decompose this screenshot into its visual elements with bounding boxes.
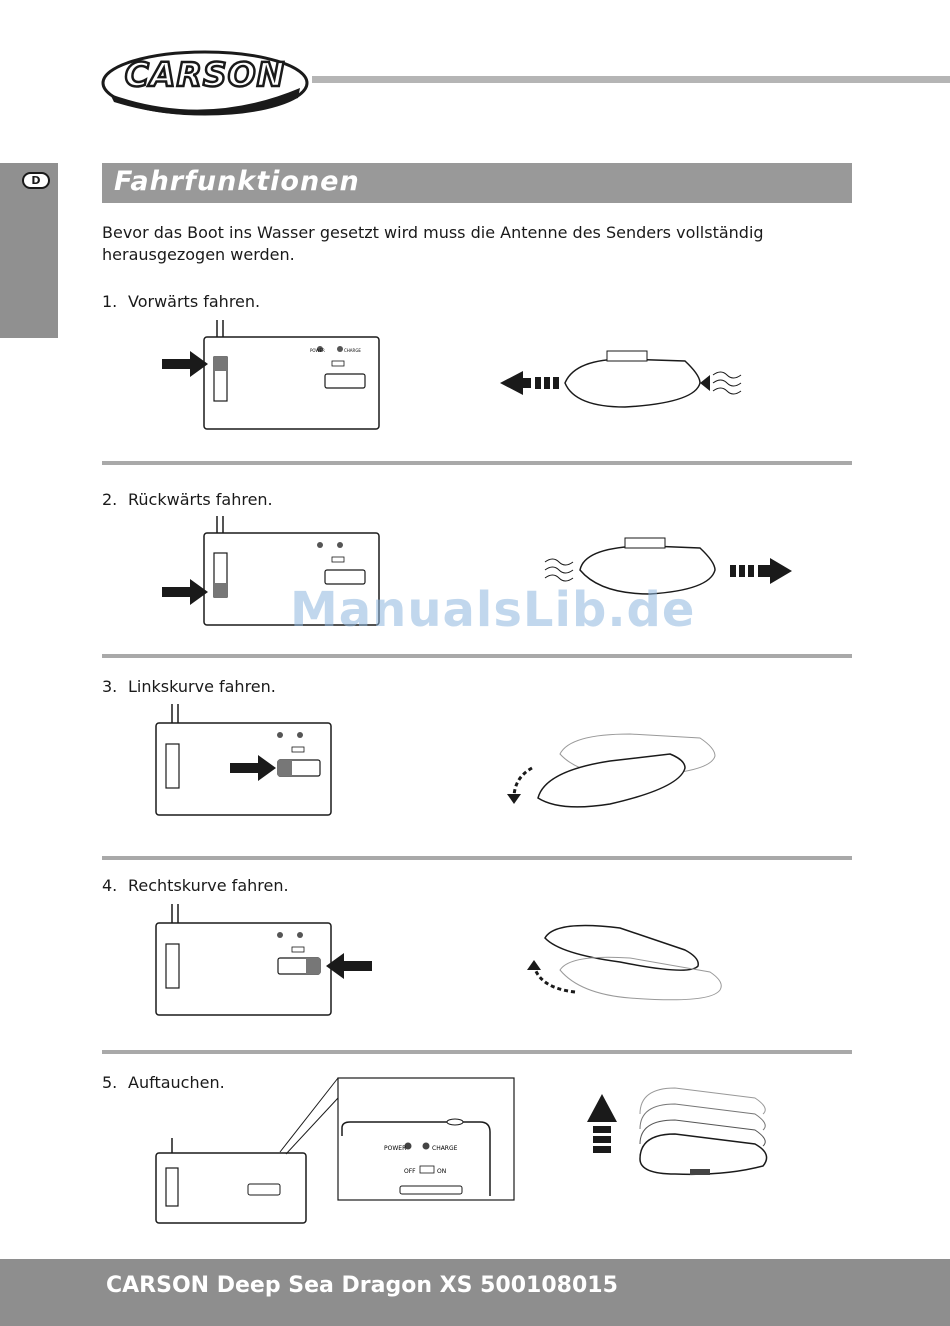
section-title: Fahrfunktionen: [114, 166, 360, 197]
step-4-label: 4. Rechtskurve fahren.: [102, 876, 289, 895]
submarine-surface-illustration: [585, 1074, 785, 1189]
divider: [102, 461, 852, 465]
submarine-forward-illustration: [495, 345, 760, 415]
step-1-label: 1. Vorwärts fahren.: [102, 292, 261, 311]
language-badge: D: [22, 172, 50, 189]
step-5-label: 5. Auftauchen.: [102, 1073, 225, 1092]
transmitter-right-turn-illustration: [150, 902, 380, 1017]
divider: [102, 654, 852, 658]
carson-logo: [100, 50, 310, 120]
charge-label: CHARGE: [344, 348, 361, 353]
logo-main-text: CARSON: [124, 55, 286, 94]
divider: [102, 1050, 852, 1054]
charge-label: CHARGE: [432, 1145, 458, 1152]
transmitter-left-turn-illustration: [150, 702, 340, 817]
language-side-tab: [0, 163, 58, 338]
submarine-right-turn-illustration: [520, 910, 745, 1020]
header-rule: [312, 76, 950, 83]
transmitter-surface-illustration: [150, 1076, 520, 1226]
section-heading-bar: [102, 163, 852, 203]
footer-product-title: CARSON Deep Sea Dragon XS 500108015: [106, 1273, 618, 1298]
intro-paragraph: Bevor das Boot ins Wasser gesetzt wird muss die Antenne des Senders vollständig herausgezogen werden.: [102, 223, 764, 264]
on-label: ON: [437, 1168, 447, 1175]
power-label: POWER: [384, 1145, 407, 1152]
step-3-label: 3. Linkskurve fahren.: [102, 677, 276, 696]
transmitter-forward-illustration: [160, 318, 385, 433]
power-label: POWER: [310, 348, 325, 353]
divider: [102, 856, 852, 860]
off-label: OFF: [404, 1168, 416, 1175]
logo-sub-text: MODEL SPORT: [179, 94, 261, 105]
step-2-label: 2. Rückwärts fahren.: [102, 490, 273, 509]
footer-bar: [0, 1259, 950, 1326]
submarine-left-turn-illustration: [500, 716, 730, 826]
watermark: ManualsLib.de: [290, 582, 696, 638]
